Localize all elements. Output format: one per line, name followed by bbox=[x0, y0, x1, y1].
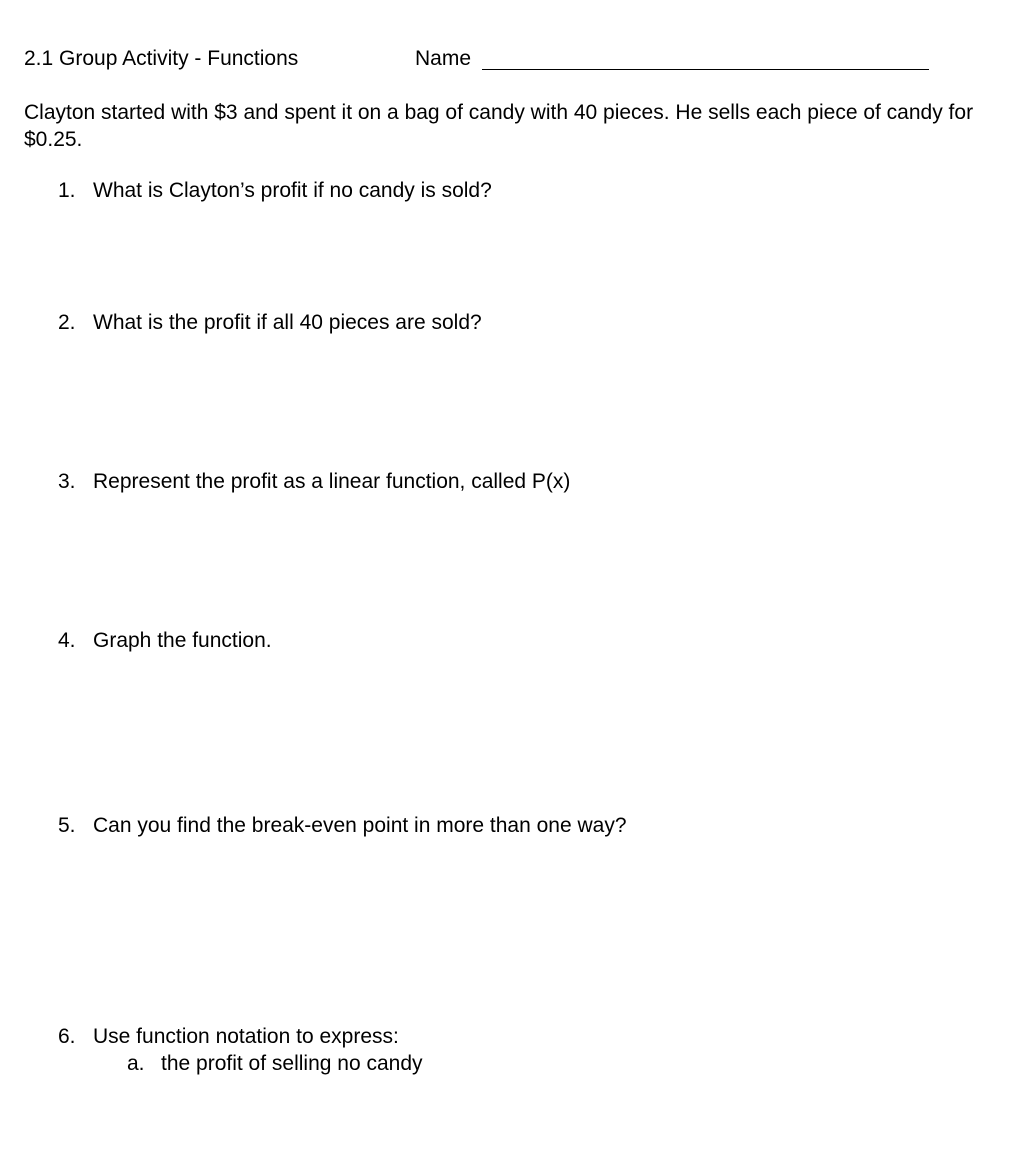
question-5 bbox=[58, 814, 627, 838]
question-number: 2. bbox=[58, 311, 76, 334]
question-number: 6. bbox=[58, 1025, 76, 1048]
question-number: 4. bbox=[58, 629, 76, 652]
subquestion-text: the profit of selling no candy bbox=[161, 1052, 423, 1075]
question-text: Use function notation to express: bbox=[93, 1025, 399, 1048]
name-label: Name bbox=[415, 47, 472, 70]
question-3 bbox=[58, 470, 570, 494]
question-number: 5. bbox=[58, 814, 76, 837]
question-4 bbox=[58, 629, 272, 653]
question-text: Represent the profit as a linear function, called P(x) bbox=[93, 470, 571, 493]
question-number: 3. bbox=[58, 470, 76, 493]
question-text: What is the profit if all 40 pieces are sold? bbox=[93, 311, 482, 334]
intro-paragraph: Clayton started with $3 and spent it on a bag of candy with 40 pieces. He sells each piece of candy for $0.25. bbox=[24, 101, 974, 151]
question-1 bbox=[58, 179, 492, 203]
name-blank-line bbox=[482, 69, 929, 70]
subquestion-letter: a. bbox=[127, 1052, 145, 1075]
question-text: Graph the function. bbox=[93, 629, 272, 652]
question-text: Can you find the break-even point in more than one way? bbox=[93, 814, 627, 837]
question-2 bbox=[58, 311, 482, 335]
subquestion-a bbox=[127, 1052, 423, 1076]
question-6 bbox=[58, 1025, 399, 1049]
worksheet-title: 2.1 Group Activity - Functions bbox=[24, 47, 299, 70]
question-number: 1. bbox=[58, 179, 76, 202]
question-text: What is Clayton’s profit if no candy is sold? bbox=[93, 179, 492, 202]
